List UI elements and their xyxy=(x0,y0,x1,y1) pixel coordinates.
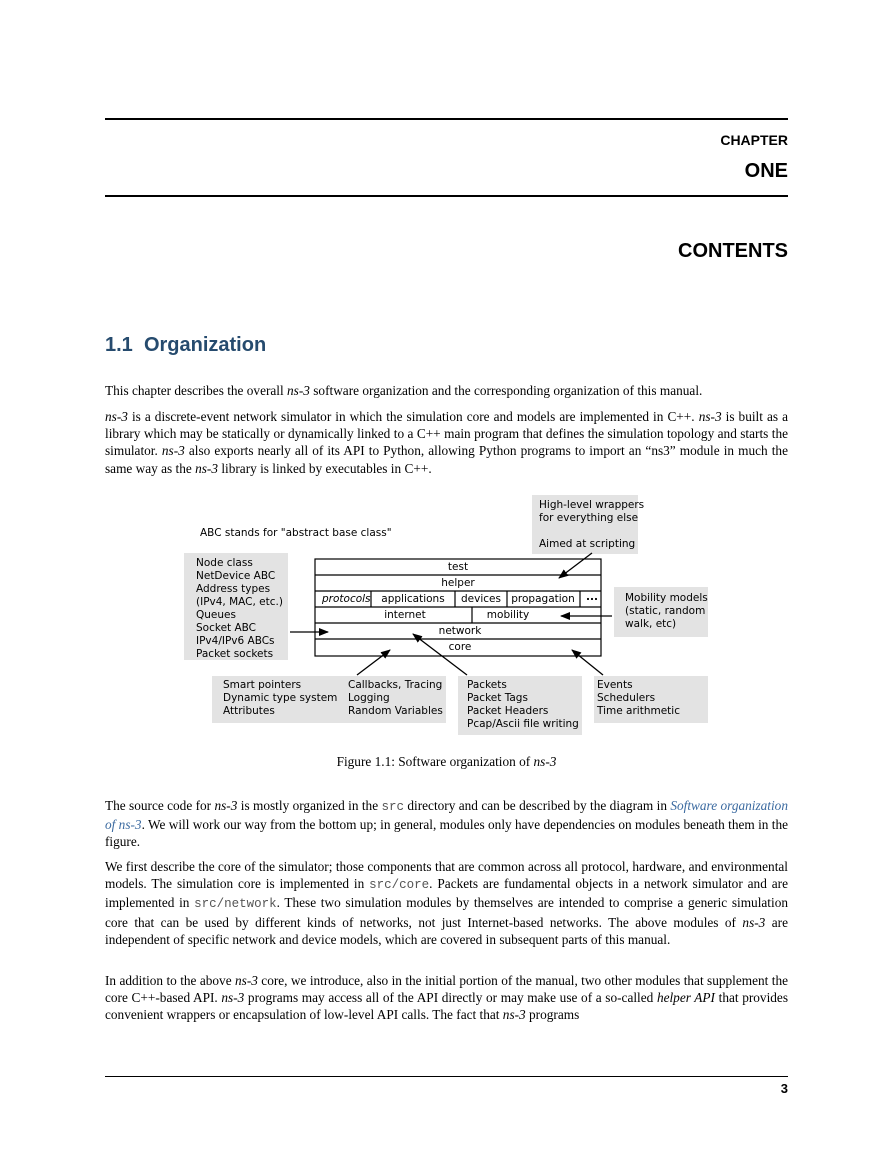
chapter-bottom-rule xyxy=(105,195,788,197)
section-heading xyxy=(105,334,266,357)
note-text: for everything else xyxy=(539,512,639,524)
text-run: ns-3 xyxy=(195,460,218,476)
section-number: 1.1 xyxy=(105,334,133,356)
software-organization-figure xyxy=(0,495,893,745)
figure-link[interactable]: Software organization of ns-3 xyxy=(105,798,788,833)
note-text: Packets xyxy=(467,679,507,691)
note-text: Schedulers xyxy=(597,692,656,704)
text-run: programs may access all of the API directly or may make use of a so-called xyxy=(244,990,657,1006)
layer-test: test xyxy=(447,561,469,573)
note-text: High-level wrappers xyxy=(539,499,645,511)
paragraph-intro xyxy=(105,382,788,399)
layer-helper: helper xyxy=(441,577,475,589)
note-text: Packet Headers xyxy=(467,705,549,717)
note-text: walk, etc) xyxy=(625,618,677,630)
layer-propagation: propagation xyxy=(511,593,575,605)
layer-protocols: protocols xyxy=(322,593,371,605)
layer-network: network xyxy=(438,625,482,637)
footer-rule xyxy=(105,1076,788,1077)
arrow-helper xyxy=(559,553,592,578)
note-text: NetDevice ABC xyxy=(196,570,276,582)
note-text: Smart pointers xyxy=(223,679,302,691)
chapter-title: CONTENTS xyxy=(678,240,788,262)
chapter-top-rule xyxy=(105,118,788,120)
text-run: is built as a library which may be statically or dynamically linked to a C++ main program that defines the simulation topology and starts the simulator. xyxy=(105,409,788,459)
note-text: Mobility models xyxy=(625,592,708,604)
chapter-number: ONE xyxy=(744,160,788,182)
text-run: is a discrete-event network simulator in which the simulation core and models are implemented in C++. xyxy=(127,409,699,424)
text-run: ns-3 xyxy=(214,798,238,813)
text-run: is mostly organized in the xyxy=(237,798,382,813)
text-run: ns-3 xyxy=(502,1007,526,1023)
paragraph-source-code xyxy=(105,797,788,851)
text-run: core, we introduce, also in the initial portion of the manual, two other modules that supplement the core C++-based API. xyxy=(105,973,788,1006)
note-text: (static, random xyxy=(625,605,706,617)
text-run: ns-3 xyxy=(698,409,722,424)
text-run: programs xyxy=(525,1007,580,1023)
text-run: ns-3 xyxy=(221,990,245,1006)
note-text: Pcap/Ascii file writing xyxy=(467,718,579,730)
text-run: directory and can be described by the diagram in xyxy=(404,798,671,813)
note-text: Attributes xyxy=(223,705,275,717)
note-text: Packet Tags xyxy=(467,692,528,704)
code-run: src/core xyxy=(369,878,430,893)
text-run: that provides convenient wrappers or encapsulation of low-level API calls. The fact that xyxy=(105,990,788,1023)
note-text: Random Variables xyxy=(348,705,443,717)
code-run: src/network xyxy=(194,897,277,912)
text-run: also exports nearly all of its API to Python, allowing Python programs to import an “ns3” module in much the same way as the xyxy=(105,443,788,476)
text-run: ns-3 xyxy=(742,914,766,930)
text-run: This chapter describes the overall xyxy=(105,383,288,398)
note-text: Events xyxy=(597,679,633,691)
layer-more: ... xyxy=(586,591,598,603)
note-text: IPv4/IPv6 ABCs xyxy=(196,635,275,647)
paragraph-overview xyxy=(105,408,788,477)
text-run: . Packets are fundamental objects in a network simulator and are implemented in xyxy=(105,876,788,911)
abc-note: ABC stands for "abstract base class" xyxy=(200,527,392,539)
layer-mobility: mobility xyxy=(486,609,530,621)
page-number: 3 xyxy=(780,1081,788,1096)
text-run: ns-3 xyxy=(533,754,557,769)
note-text: Packet sockets xyxy=(196,648,274,660)
note-text: Logging xyxy=(348,692,390,704)
note-text: Callbacks, Tracing xyxy=(348,679,443,691)
code-run: src xyxy=(381,800,404,814)
paragraph-helper-api xyxy=(105,972,788,1024)
chapter-label: CHAPTER xyxy=(720,132,788,148)
figure-caption xyxy=(0,754,893,770)
note-text: Aimed at scripting xyxy=(539,538,636,550)
arrow-core-callbacks xyxy=(357,650,390,675)
note-text: Node class xyxy=(196,557,253,569)
text-run: are independent of specific network and device models, which are covered in subsequent parts of this manual. xyxy=(105,914,788,947)
text-run: ns-3 xyxy=(105,409,128,424)
note-text: Dynamic type system xyxy=(223,692,338,704)
text-run: In addition to the above xyxy=(105,973,235,988)
text-run: helper API xyxy=(656,990,715,1006)
text-run: ns-3 xyxy=(287,383,310,398)
text-run: Figure 1.1: Software organization of xyxy=(336,754,534,769)
note-text: Address types xyxy=(196,583,271,595)
layer-applications: applications xyxy=(381,593,445,605)
text-run: . We will work our way from the bottom up; in general, modules only have dependencies on modules beneath them in the figure. xyxy=(105,817,788,850)
section-title: Organization xyxy=(143,334,267,356)
text-run: We first describe the core of the simulator; those components that are common across all protocol, hardware, and environmental models. The simulation core is implemented in xyxy=(105,859,788,892)
text-run: library is linked by executables in C++. xyxy=(218,460,432,476)
note-text: Queues xyxy=(196,609,236,621)
layer-devices: devices xyxy=(461,593,501,605)
note-text: (IPv4, MAC, etc.) xyxy=(196,596,283,608)
arrow-core-events xyxy=(572,650,603,675)
note-text: Time arithmetic xyxy=(597,705,680,717)
layer-core: core xyxy=(448,641,472,653)
text-run: The source code for xyxy=(105,798,215,813)
paragraph-core xyxy=(105,858,788,948)
note-text: Socket ABC xyxy=(196,622,257,634)
layer-internet: internet xyxy=(384,609,426,621)
text-run: ns-3 xyxy=(161,443,185,459)
text-run: . These two simulation modules by themselves are intended to comprise a generic simulation core that can be used by different kinds of networks, not just Internet-based networks. The above modules of xyxy=(105,895,788,930)
text-run: ns-3 xyxy=(235,973,258,988)
text-run: software organization and the corresponding organization of this manual. xyxy=(309,383,703,398)
